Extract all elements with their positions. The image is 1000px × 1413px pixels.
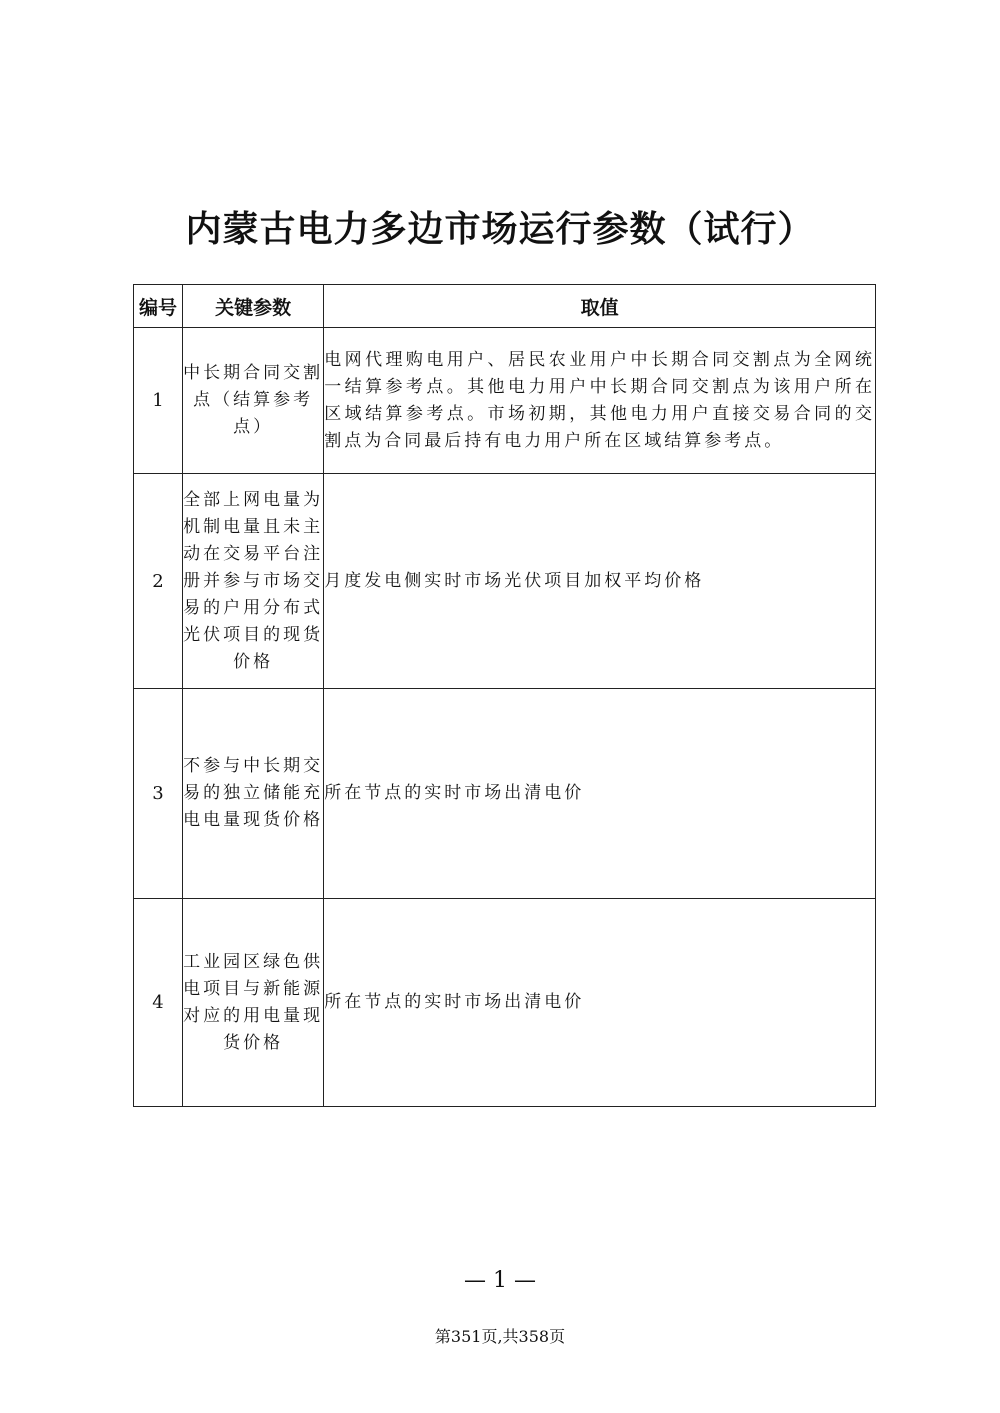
row-value: 所在节点的实时市场出清电价 xyxy=(324,689,876,899)
table-row xyxy=(134,689,876,899)
page-number: — 1 — xyxy=(464,1268,536,1293)
row-value: 月度发电侧实时市场光伏项目加权平均价格 xyxy=(324,474,876,689)
row-number: 2 xyxy=(134,474,183,689)
row-key-parameter: 全部上网电量为机制电量且未主动在交易平台注册并参与市场交易的户用分布式光伏项目的现货价格 xyxy=(183,474,324,689)
table-row xyxy=(134,474,876,689)
row-number: 3 xyxy=(134,689,183,899)
table-header-row xyxy=(134,285,876,328)
row-value: 所在节点的实时市场出清电价 xyxy=(324,899,876,1107)
header-key-parameter: 关键参数 xyxy=(183,285,324,328)
table-row xyxy=(134,899,876,1107)
row-number: 4 xyxy=(134,899,183,1107)
page-footer: 第351页,共358页 xyxy=(434,1327,566,1346)
parameters-table xyxy=(133,284,876,1107)
row-key-parameter: 工业园区绿色供电项目与新能源对应的用电量现货价格 xyxy=(183,899,324,1107)
header-value: 取值 xyxy=(324,285,876,328)
row-key-parameter: 不参与中长期交易的独立储能充电电量现货价格 xyxy=(183,689,324,899)
row-number: 1 xyxy=(134,328,183,474)
row-value: 电网代理购电用户、居民农业用户中长期合同交割点为全网统一结算参考点。其他电力用户中长期合同交割点为该用户所在区域结算参考点。市场初期，其他电力用户直接交易合同的交割点为合同最后持有电力用户所在区域结算参考点。 xyxy=(324,328,876,474)
table-row xyxy=(134,328,876,474)
document-title: 内蒙古电力多边市场运行参数（试行） xyxy=(185,209,815,250)
header-number: 编号 xyxy=(134,285,183,328)
row-key-parameter: 中长期合同交割点（结算参考点） xyxy=(183,328,324,474)
